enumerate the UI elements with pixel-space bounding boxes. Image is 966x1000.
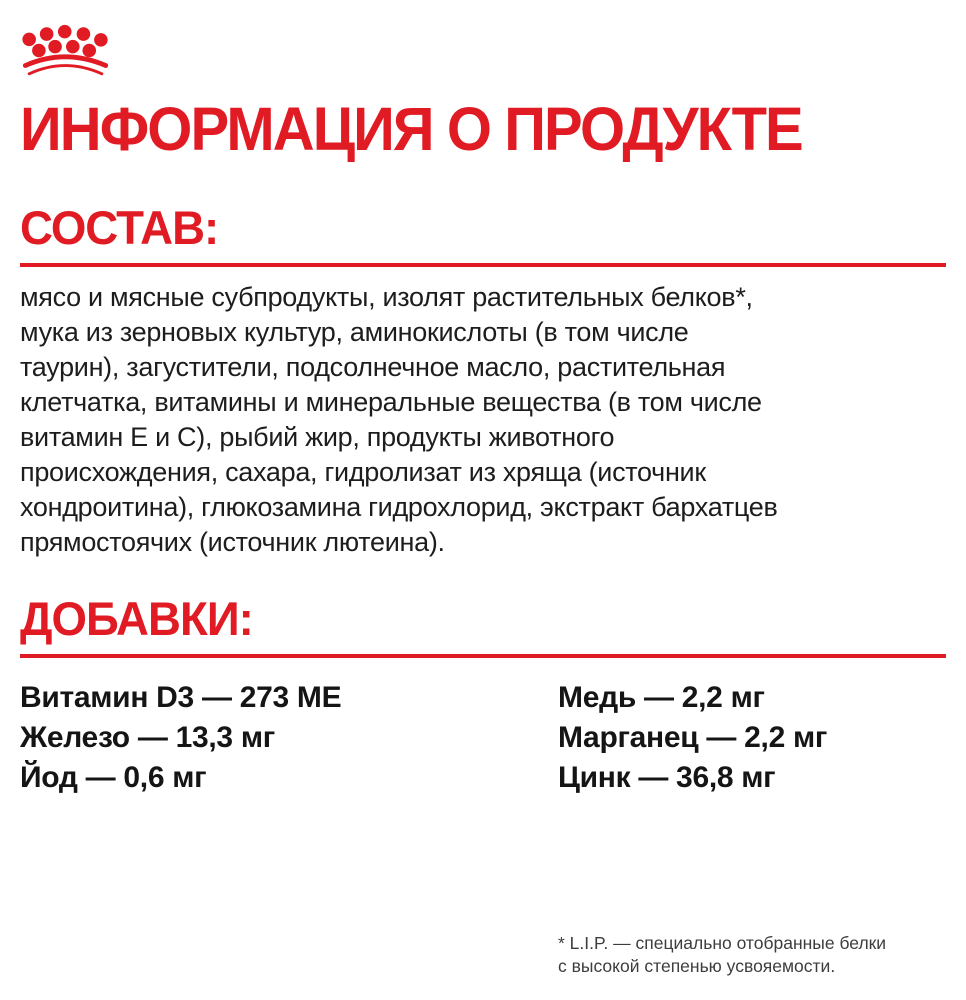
- additive-item: Йод — 0,6 мг: [20, 761, 207, 795]
- composition-divider: [20, 263, 946, 267]
- composition-line: происхождения, сахара, гидролизат из хряща (источник: [20, 457, 706, 488]
- additives-divider: [20, 654, 946, 658]
- composition-line: мука из зерновых культур, аминокислоты (в том числе: [20, 317, 689, 348]
- royal-canin-crown-logo: [20, 20, 112, 82]
- footnote-line: с высокой степенью усвояемости.: [558, 956, 836, 977]
- additive-item: Цинк — 36,8 мг: [558, 761, 776, 795]
- additives-list: [20, 678, 946, 798]
- page-title: ИНФОРМАЦИЯ О ПРОДУКТЕ: [20, 95, 802, 163]
- composition-line: хондроитина), глюкозамина гидрохлорид, экстракт бархатцев: [20, 492, 778, 523]
- composition-line: мясо и мясные субпродукты, изолят растительных белков*,: [20, 282, 753, 313]
- additive-item: Марганец — 2,2 мг: [558, 721, 828, 755]
- footnote-line: * L.I.P. — специально отобранные белки: [558, 933, 887, 954]
- composition-line: прямостоячих (источник лютеина).: [20, 527, 445, 558]
- composition-line: витамин Е и С), рыбий жир, продукты животного: [20, 422, 615, 453]
- additive-item: Медь — 2,2 мг: [558, 681, 765, 715]
- composition-line: таурин), загустители, подсолнечное масло, растительная: [20, 352, 726, 383]
- composition-section-title: СОСТАВ:: [20, 201, 219, 255]
- additives-section: [20, 592, 946, 798]
- additives-section-title: ДОБАВКИ:: [20, 592, 253, 646]
- lip-footnote: [558, 932, 946, 978]
- composition-section: [20, 201, 946, 560]
- additives-column-right: [558, 678, 946, 798]
- composition-text: [20, 280, 946, 560]
- additive-item: Витамин D3 — 273 МЕ: [20, 681, 342, 715]
- composition-line: клетчатка, витамины и минеральные вещества (в том числе: [20, 387, 762, 418]
- additives-column-left: [20, 678, 558, 798]
- additive-item: Железо — 13,3 мг: [20, 721, 275, 755]
